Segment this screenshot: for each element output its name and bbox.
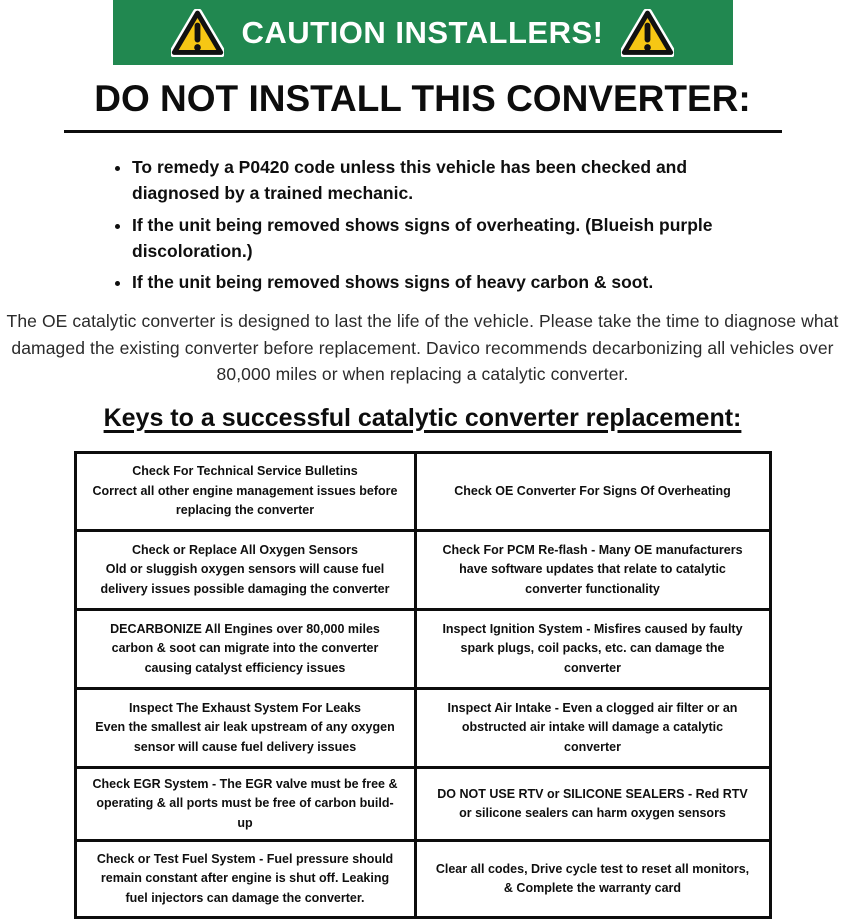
warning-list [112,154,720,295]
caution-banner [113,0,733,65]
banner-title: CAUTION INSTALLERS! [241,14,604,50]
cell-body: Correct all other engine management issues before replacing the converter [92,483,398,518]
table-cell-egr-system [75,768,415,841]
cell-title: Inspect The Exhaust System For Leaks [128,700,362,715]
warning-item: • If the unit being removed shows signs of overheating. (Blueish purple discoloration.) [132,212,720,265]
cell-body: DO NOT USE RTV or SILICONE SEALERS - Red RTV or silicone sealers can harm oxygen sensors [437,786,748,821]
cell-body: Inspect Air Intake - Even a clogged air filter or an obstructed air intake will damage a catalytic converter [447,700,738,754]
cell-body: Check For PCM Re-flash - Many OE manufacturers have software updates that relate to catalytic converter functionality [442,542,743,596]
cell-body: DECARBONIZE All Engines over 80,000 miles carbon & soot can migrate into the converter causing catalyst efficiency issues [110,621,380,675]
cell-title: Check OE Converter For Signs Of Overheating [454,483,731,498]
cell-title: Check For Technical Service Bulletins [132,464,358,479]
table-cell-rtv-sealers [415,768,770,841]
keys-table [74,451,772,919]
table-row [75,610,770,689]
cell-body: Old or sluggish oxygen sensors will cause fuel delivery issues possible damaging the converter [100,562,390,596]
keys-heading: Keys to a successful catalytic converter replacement: [103,404,742,433]
cell-body: Inspect Ignition System - Misfires caused by faulty spark plugs, coil packs, etc. can damage the converter [442,621,743,675]
warning-item: • To remedy a P0420 code unless this vehicle has been checked and diagnosed by a trained mechanic. [132,154,720,207]
table-cell-air-intake [415,689,770,768]
table-cell-decarbonize [75,610,415,689]
cell-body: Check or Test Fuel System - Fuel pressure should remain constant after engine is shut off. Leaking fuel injectors can damage the converter. [96,852,394,905]
warning-triangle-icon [171,9,224,57]
divider-line [64,130,782,134]
table-row [75,453,770,531]
table-row [75,841,770,918]
table-cell-oxygen-sensors [75,531,415,610]
table-row [75,531,770,610]
table-cell-overheating [415,453,770,531]
table-cell-clear-codes [415,841,770,918]
table-cell-exhaust-leaks [75,689,415,768]
table-cell-fuel-system [75,841,415,918]
cell-body: Check EGR System - The EGR valve must be free & operating & all ports must be free of carbon build-up [92,777,398,830]
table-row [75,689,770,768]
table-cell-tsb [75,453,415,531]
cell-body: Even the smallest air leak upstream of any oxygen sensor will cause fuel delivery issues [95,720,395,754]
table-cell-pcm-reflash [415,531,770,610]
warning-triangle-icon [621,9,674,57]
warning-item: • If the unit being removed shows signs of heavy carbon & soot. [132,269,720,295]
cell-body: Clear all codes, Drive cycle test to reset all monitors, & Complete the warranty card [435,861,750,896]
page-title: DO NOT INSTALL THIS CONVERTER: [94,78,751,119]
advisory-paragraph: The OE catalytic converter is designed to last the life of the vehicle. Please take the time to diagnose what damaged the existing converter before replacement. Davico recommends decarbonizing all vehicles over 80,000 miles or when replacing a catalytic converter. [6,311,839,384]
cell-title: Check or Replace All Oxygen Sensors [131,542,358,557]
table-row [75,768,770,841]
table-cell-ignition-system [415,610,770,689]
